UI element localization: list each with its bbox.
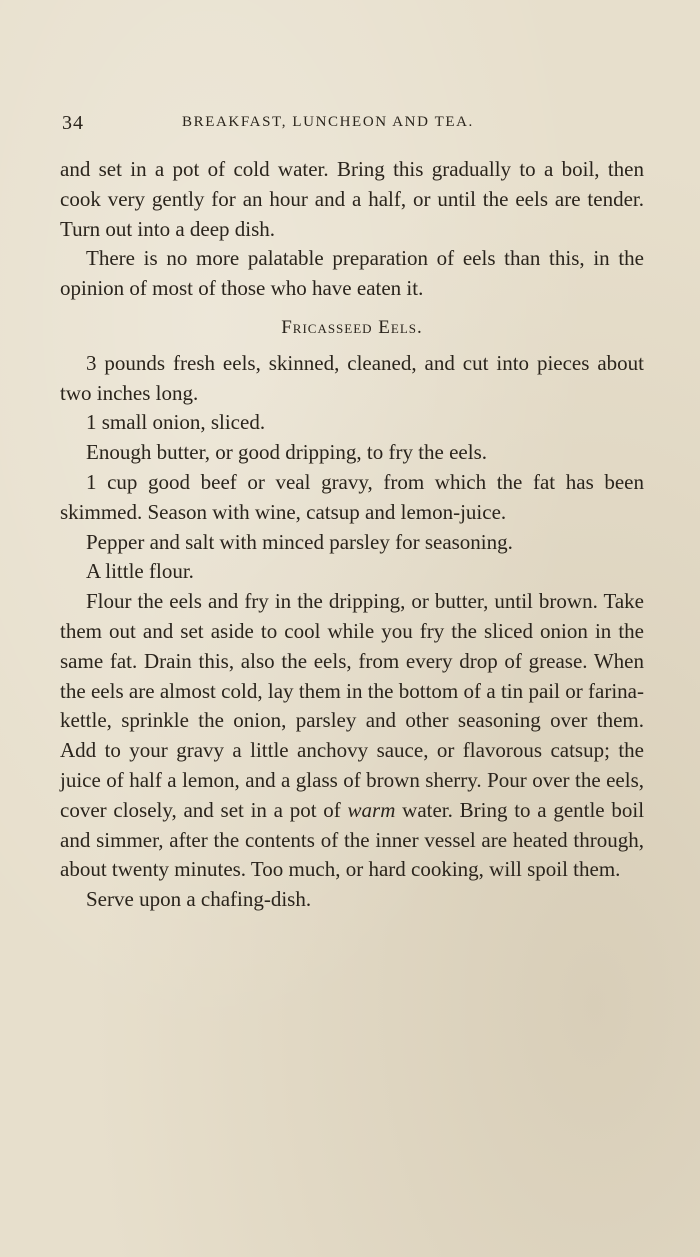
method-text-part1: Flour the eels and fry in the dripping, or butter, until brown. Take them out and set aside to cool while you fry the sliced onion in the same fat. Drain this, also the eels, from every drop of grease. When the eels are almost cold, lay them in the bottom of a tin pail or farina-kettle, sprinkle the onion, parsley and other seasoning over them. Add to your gravy a little anchovy sauce, or flavorous catsup; the juice of half a lemon, and a glass of brown sherry. Pour over the eels, cover closely, and set in a pot of [60, 589, 644, 822]
running-head [62, 112, 642, 136]
ingredient-item: 1 cup good beef or veal gravy, from which the fat has been skimmed. Season with wine, catsup and lemon-juice. [60, 469, 644, 524]
serving-instruction: Serve upon a chafing-dish. [86, 887, 312, 912]
page-body [60, 155, 644, 915]
italic-word: warm [347, 797, 396, 822]
method-paragraph [60, 587, 644, 885]
running-title: BREAKFAST, LUNCHEON AND TEA. [182, 114, 474, 130]
ingredient-item: A little flour. [86, 559, 194, 584]
page-number: 34 [62, 112, 84, 134]
paragraph: There is no more palatable preparation of eels than this, in the opinion of most of those who have eaten it. [60, 246, 644, 301]
recipe-title: Fricasseed Eels. [281, 316, 423, 338]
ingredient-item: Enough butter, or good dripping, to fry the eels. [86, 440, 487, 465]
continuation-paragraph: and set in a pot of cold water. Bring this gradually to a boil, then cook very gently for an hour and a half, or until the eels are tender. Turn out into a deep dish. [60, 157, 644, 241]
ingredient-item: 3 pounds fresh eels, skinned, cleaned, and cut into pieces about two inches long. [60, 350, 644, 405]
ingredient-item: 1 small onion, sliced. [86, 410, 266, 435]
method-text-part2: water. Bring to a gentle boil and simmer, after the contents of the inner vessel are heated through, about twenty minutes. Too much, or hard cooking, will spoil them. [60, 797, 645, 882]
ingredient-item: Pepper and salt with minced parsley for seasoning. [86, 529, 513, 554]
